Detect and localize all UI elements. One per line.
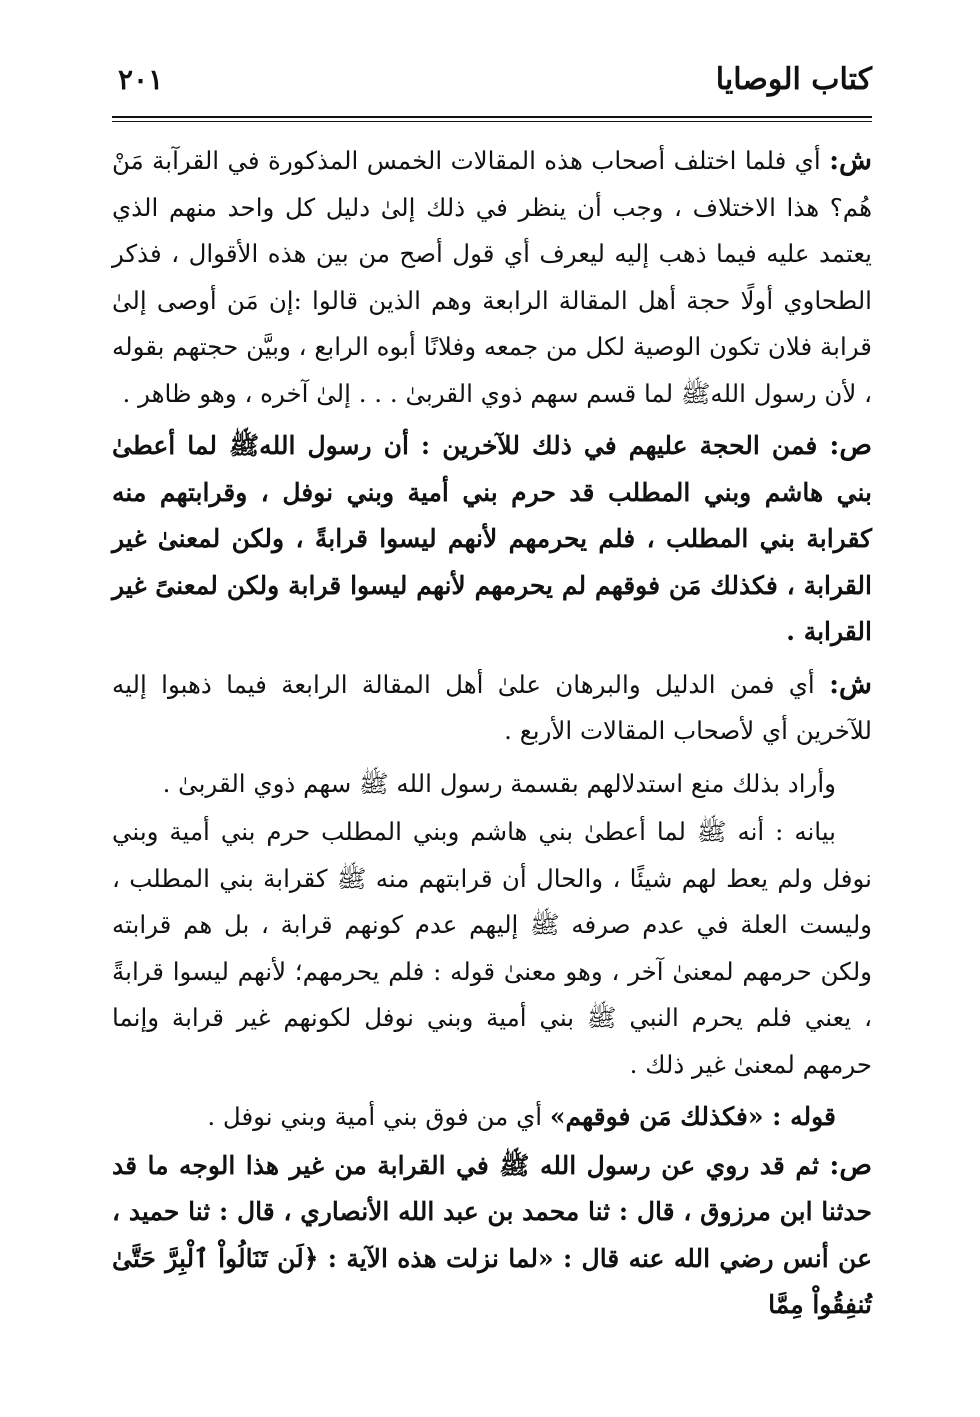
paragraph-text: وأراد بذلك منع استدلالهم بقسمة رسول الله ﷺ سهم ذوي القربىٰ . — [162, 768, 836, 798]
paragraph-marker: ص: — [829, 1149, 872, 1181]
paragraph-marker: ش: — [829, 145, 872, 176]
paragraph-source-text-1 — [112, 423, 872, 656]
paragraph-quote-note — [112, 1094, 872, 1141]
header-rule — [112, 116, 872, 122]
paragraph-commentary-2 — [112, 662, 872, 755]
paragraph-text: بيانه : أنه ﷺ لما أعطىٰ بني هاشم وبني المطلب حرم بني أمية وبني نوفل ولم يعط لهم شيئًا ، والحال أن قرابتهم منه ﷺ كقرابة بني المطلب ، وليست العلة في عدم صرفه ﷺ إليهم عدم كونهم قرابة ، بل هم قرابته ولكن حرمهم لمعنىٰ آخر ، وهو معنىٰ قوله : فلم يحرمهم؛ لأنهم ليسوا قرابةً ، يعني فلم يحرم النبي ﷺ بني أمية وبني نوفل لكونهم غير قرابة وإنما حرمهم لمعنىٰ غير ذلك . — [112, 817, 872, 1079]
paragraph-text: ثم قد روي عن رسول الله ﷺ في القرابة من غير هذا الوجه ما قد حدثنا ابن مرزوق ، قال : ثنا محمد بن عبد الله الأنصاري ، قال : ثنا حميد ، عن أنس رضي الله عنه قال : «لما نزلت هذه الآية : ﴿لَن تَنَالُواْ ٱلْبِرَّ حَتَّىٰ تُنفِقُواْ مِمَّا — [112, 1150, 872, 1319]
document-page — [112, 62, 872, 1335]
paragraph-marker: ص: — [829, 430, 872, 461]
chapter-title: كتاب الوصايا — [715, 62, 872, 97]
page-header — [112, 62, 872, 106]
paragraph-text: أي فمن الدليل والبرهان علىٰ أهل المقالة الرابعة فيما ذهبوا إليه للآخرين أي لأصحاب المقالات الأربع . — [112, 669, 872, 745]
paragraph-explanation-2 — [112, 809, 872, 1088]
paragraph-text: أي من فوق بني أمية وبني نوفل . — [207, 1102, 550, 1131]
paragraph-commentary-1 — [112, 138, 872, 417]
paragraph-explanation-1 — [112, 761, 872, 808]
page-number: ٢٠١ — [118, 63, 164, 96]
paragraph-marker: قوله : «فكذلك مَن فوقهم» — [549, 1102, 836, 1131]
paragraph-text: فمن الحجة عليهم في ذلك للآخرين : أن رسول اللهﷺ لما أعطىٰ بني هاشم وبني المطلب قد حرم بني أمية وبني نوفل ، وقرابتهم منه كقرابة بني المطلب ، فلم يحرمهم لأنهم ليسوا قرابةً ، ولكن لمعنىٰ غير القرابة ، فكذلك مَن فوقهم لم يحرمهم لأنهم ليسوا قرابة ولكن لمعنىً غير القرابة . — [112, 431, 872, 646]
paragraph-source-text-2 — [112, 1143, 872, 1329]
paragraph-marker: ش: — [829, 668, 872, 700]
paragraph-text: أي فلما اختلف أصحاب هذه المقالات الخمس المذكورة في القرآبة مَنْ هُم؟ هذا الاختلاف ، وجب أن ينظر في ذلك إلىٰ دليل كل واحد منهم الذي يعتمد عليه فيما ذهب إليه ليعرف أي قول أصح من بين هذه الأقوال ، فذكر الطحاوي أولًا حجة أهل المقالة الرابعة وهم الذين قالوا :إن مَن أوصى إلىٰ قرابة فلان تكون الوصية لكل من جمعه وفلانًا أبوه الرابع ، وبيَّن حجتهم بقوله ، لأن رسول اللهﷺ لما قسم سهم ذوي القربىٰ . . . إلىٰ آخره ، وهو ظاهر . — [112, 146, 872, 408]
